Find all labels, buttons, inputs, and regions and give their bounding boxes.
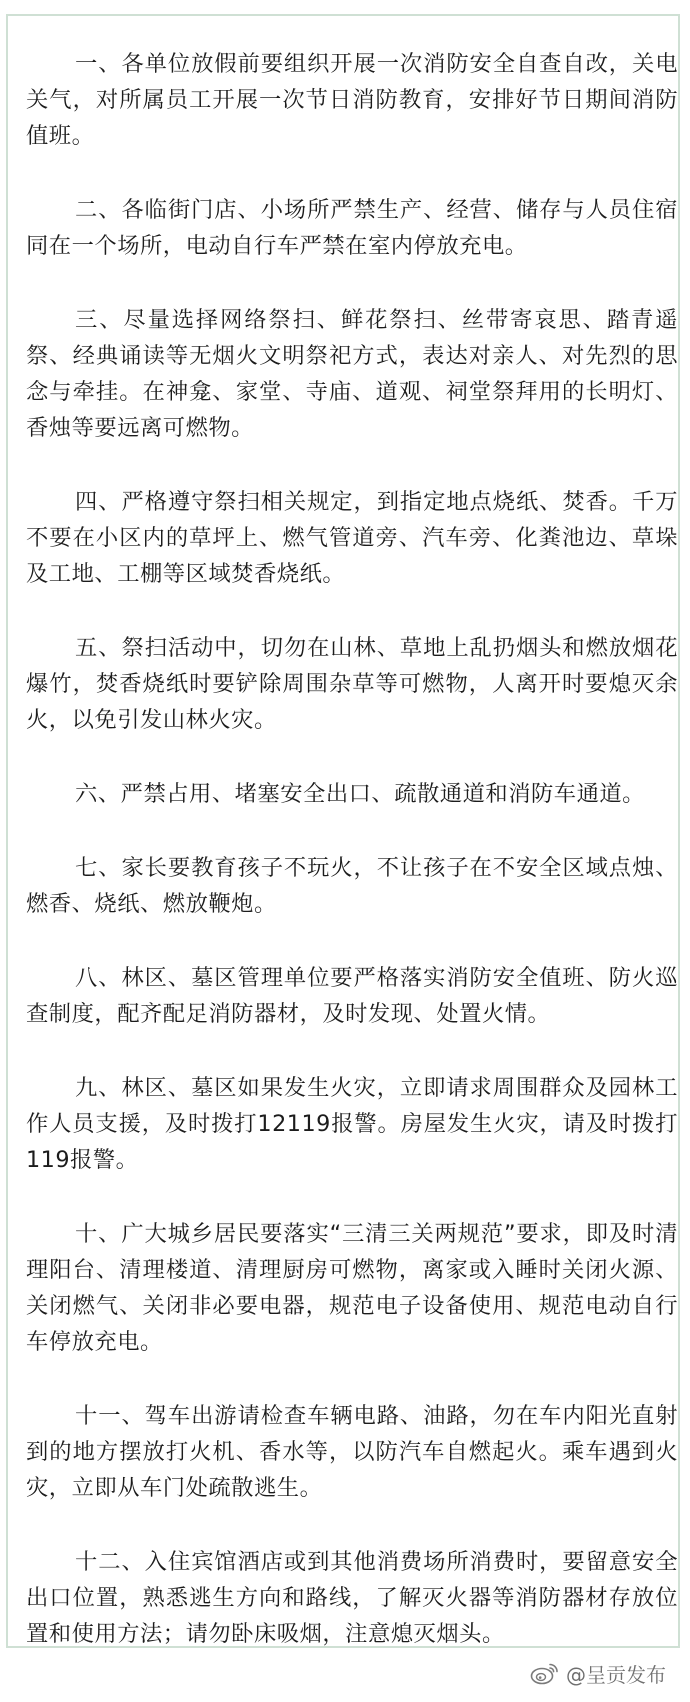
notice-item-11: 十一、驾车出游请检查车辆电路、油路，勿在车内阳光直射到的地方摆放打火机、香水等，以防汽车自燃起火。乘车遇到火灾，立即从车门处疏散逃生。: [26, 1403, 678, 1501]
notice-item-1: 一、各单位放假前要组织开展一次消防安全自查自改，关电关气，对所属员工开展一次节日消防教育，安排好节日期间消防值班。: [26, 51, 678, 149]
notice-item-8: 八、林区、墓区管理单位要严格落实消防安全值班、防火巡查制度，配齐配足消防器材，及时发现、处置火情。: [26, 965, 678, 1027]
notice-item-6: 六、严禁占用、堵塞安全出口、疏散通道和消防车通道。: [75, 781, 645, 807]
watermark-text: @呈贡发布: [566, 1662, 666, 1687]
notice-list: [26, 46, 678, 1690]
content-frame: [6, 14, 680, 1648]
notice-item-10: 十、广大城乡居民要落实“三清三关两规范”要求，即及时清理阳台、清理楼道、清理厨房可燃物，离家或入睡时关闭火源、关闭燃气、关闭非必要电器，规范电子设备使用、规范电动自行车停放充电。: [26, 1221, 678, 1355]
notice-item-5: 五、祭扫活动中，切勿在山林、草地上乱扔烟头和燃放烟花爆竹，焚香烧纸时要铲除周围杂草等可燃物，人离开时要熄灭余火，以免引发山林火灾。: [26, 635, 678, 733]
notice-item-9: 九、林区、墓区如果发生火灾，立即请求周围群众及园林工作人员支援，及时拨打12119报警。房屋发生火灾，请及时拨打119报警。: [26, 1075, 678, 1173]
notice-item-3: 三、尽量选择网络祭扫、鲜花祭扫、丝带寄哀思、踏青遥祭、经典诵读等无烟火文明祭祀方式，表达对亲人、对先烈的思念与牵挂。在神龛、家堂、寺庙、道观、祠堂祭拜用的长明灯、香烛等要远离可燃物。: [26, 307, 678, 441]
notice-item-2: 二、各临街门店、小场所严禁生产、经营、储存与人员住宿同在一个场所，电动自行车严禁在室内停放充电。: [26, 197, 678, 259]
notice-item-4: 四、严格遵守祭扫相关规定，到指定地点烧纸、焚香。千万不要在小区内的草坪上、燃气管道旁、汽车旁、化粪池边、草垛及工地、工棚等区域焚香烧纸。: [26, 489, 678, 587]
weibo-watermark: [530, 1658, 666, 1688]
weibo-icon: [530, 1661, 560, 1685]
notice-item-12: 十二、入住宾馆酒店或到其他消费场所消费时，要留意安全出口位置，熟悉逃生方向和路线，了解灭火器等消防器材存放位置和使用方法；请勿卧床吸烟，注意熄灭烟头。: [26, 1549, 678, 1647]
notice-item-7: 七、家长要教育孩子不玩火，不让孩子在不安全区域点烛、燃香、烧纸、燃放鞭炮。: [26, 855, 678, 917]
